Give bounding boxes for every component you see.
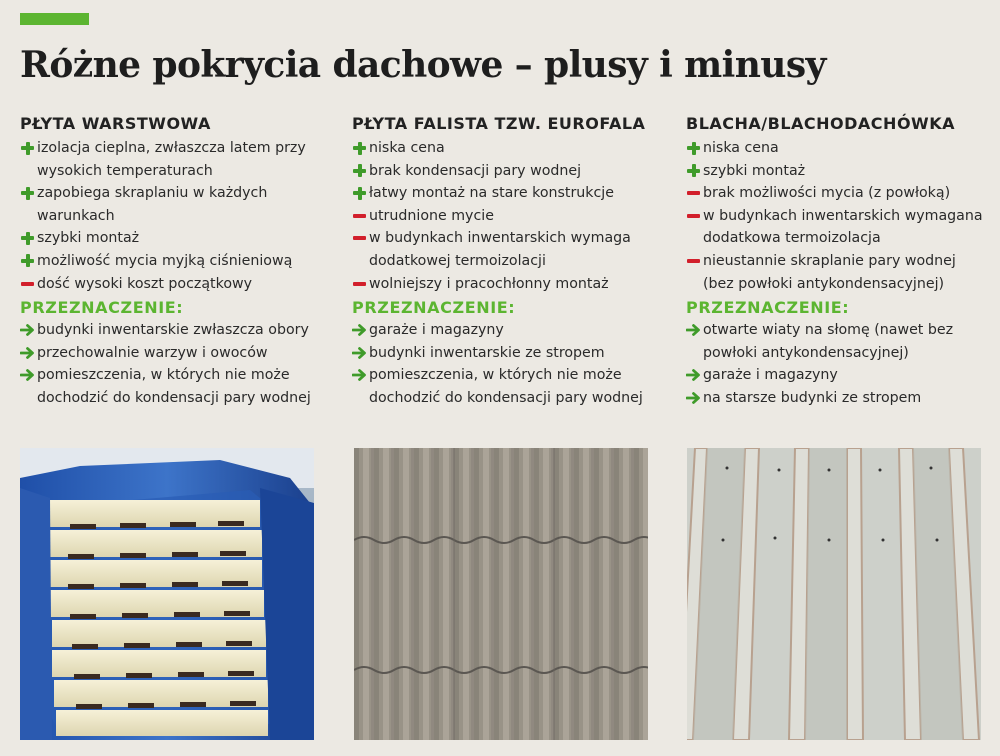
item-text: garaże i magazyny [369, 322, 504, 339]
list-item [20, 250, 325, 273]
list-item [20, 182, 325, 227]
column-heading: PŁYTA WARSTWOWA [20, 114, 211, 133]
list-item [686, 205, 991, 250]
list-item [352, 227, 657, 272]
list-item [352, 342, 657, 365]
list-item [686, 364, 991, 387]
list-item [686, 182, 991, 205]
item-text: budynki inwentarskie ze stropem [369, 344, 605, 361]
arrow-right-icon [686, 364, 701, 386]
item-text: brak możliwości mycia (z powłoką) [703, 185, 951, 202]
column-plyta-warstwowa [20, 113, 325, 410]
item-text: niska cena [369, 140, 445, 156]
column-blacha [686, 113, 991, 410]
arrow-right-icon [20, 319, 35, 341]
arrow-right-icon [352, 319, 367, 341]
list-item [686, 137, 991, 160]
plus-icon [352, 137, 367, 159]
item-text: niska cena [703, 140, 779, 156]
list-item [20, 342, 325, 365]
page-title: Różne pokrycia dachowe – plusy i minusy [20, 44, 826, 86]
item-text: garaże i magazyny [703, 367, 838, 384]
column-heading: PŁYTA FALISTA TZW. EUROFALA [352, 114, 646, 133]
list-item [686, 387, 991, 410]
item-text: dość wysoki koszt początkowy [37, 275, 253, 292]
metal-roof-sheet-photo [687, 448, 981, 740]
item-text: budynki inwentarskie zwłaszcza obory [37, 322, 309, 339]
list-item [686, 250, 991, 295]
item-text: na starsze budynki ze stropem [703, 389, 922, 406]
minus-icon [352, 227, 367, 249]
sandwich-panels-photo [20, 448, 314, 740]
minus-icon [686, 250, 701, 272]
minus-icon [20, 273, 35, 295]
purpose-heading: PRZEZNACZENIE: [686, 298, 850, 318]
item-text: w budynkach inwentarskich wymaga dodatkowej termoizolacji [369, 230, 631, 269]
column-plyta-falista [352, 113, 657, 410]
item-text: przechowalnie warzyw i owoców [37, 344, 268, 361]
arrow-right-icon [352, 364, 367, 386]
list-item [352, 273, 657, 296]
minus-icon [686, 205, 701, 227]
item-text: pomieszczenia, w których nie może dochodzić do kondensacji pary wodnej [37, 367, 311, 406]
plus-icon [352, 160, 367, 182]
item-text: wolniejszy i pracochłonny montaż [369, 275, 609, 292]
item-text: łatwy montaż na stare konstrukcje [369, 185, 614, 202]
list-item [352, 364, 657, 409]
list-item [20, 273, 325, 296]
item-text: utrudnione mycie [369, 207, 494, 224]
list-item [352, 137, 657, 160]
list-item [20, 227, 325, 250]
list-item [686, 160, 991, 183]
arrow-right-icon [352, 342, 367, 364]
list-item [20, 364, 325, 409]
list-item [352, 319, 657, 342]
list-item [352, 160, 657, 183]
plus-icon [686, 137, 701, 159]
item-text: otwarte wiaty na słomę (nawet bez powłoki antykondensacyjnej) [703, 322, 954, 361]
item-text: w budynkach inwentarskich wymagana dodatkowa termoizolacja [703, 207, 983, 247]
purpose-list [352, 319, 657, 409]
purpose-heading: PRZEZNACZENIE: [20, 298, 184, 318]
plus-icon [20, 137, 35, 159]
plus-icon [686, 160, 701, 182]
item-text: możliwość mycia myjką ciśnieniową [37, 252, 293, 269]
pros-cons-list [686, 137, 991, 295]
item-text: izolacja cieplna, zwłaszcza latem przy wysokich temperaturach [37, 140, 306, 179]
purpose-list [686, 319, 991, 409]
item-text: brak kondensacji pary wodnej [369, 162, 582, 179]
plus-icon [352, 182, 367, 204]
item-text: nieustannie skraplanie pary wodnej (bez powłoki antykondensacyjnej) [703, 252, 956, 292]
item-text: szybki montaż [37, 230, 140, 247]
pros-cons-list [20, 137, 325, 295]
purpose-list [20, 319, 325, 409]
minus-icon [352, 205, 367, 227]
arrow-right-icon [686, 319, 701, 341]
plus-icon [20, 227, 35, 249]
accent-bar [20, 13, 89, 25]
list-item [20, 319, 325, 342]
list-item [20, 137, 325, 182]
arrow-right-icon [20, 342, 35, 364]
purpose-heading: PRZEZNACZENIE: [352, 298, 516, 318]
arrow-right-icon [20, 364, 35, 386]
column-heading: BLACHA/BLACHODACHÓWKA [686, 114, 955, 133]
item-text: szybki montaż [703, 162, 806, 179]
list-item [352, 182, 657, 205]
list-item [352, 205, 657, 228]
minus-icon [352, 273, 367, 295]
corrugated-sheet-photo [354, 448, 648, 740]
arrow-right-icon [686, 387, 701, 409]
list-item [686, 319, 991, 364]
item-text: pomieszczenia, w których nie może dochodzić do kondensacji pary wodnej [369, 367, 643, 406]
pros-cons-list [352, 137, 657, 295]
plus-icon [20, 250, 35, 272]
plus-icon [20, 182, 35, 204]
item-text: zapobiega skraplaniu w każdych warunkach [37, 185, 268, 224]
minus-icon [686, 182, 701, 204]
